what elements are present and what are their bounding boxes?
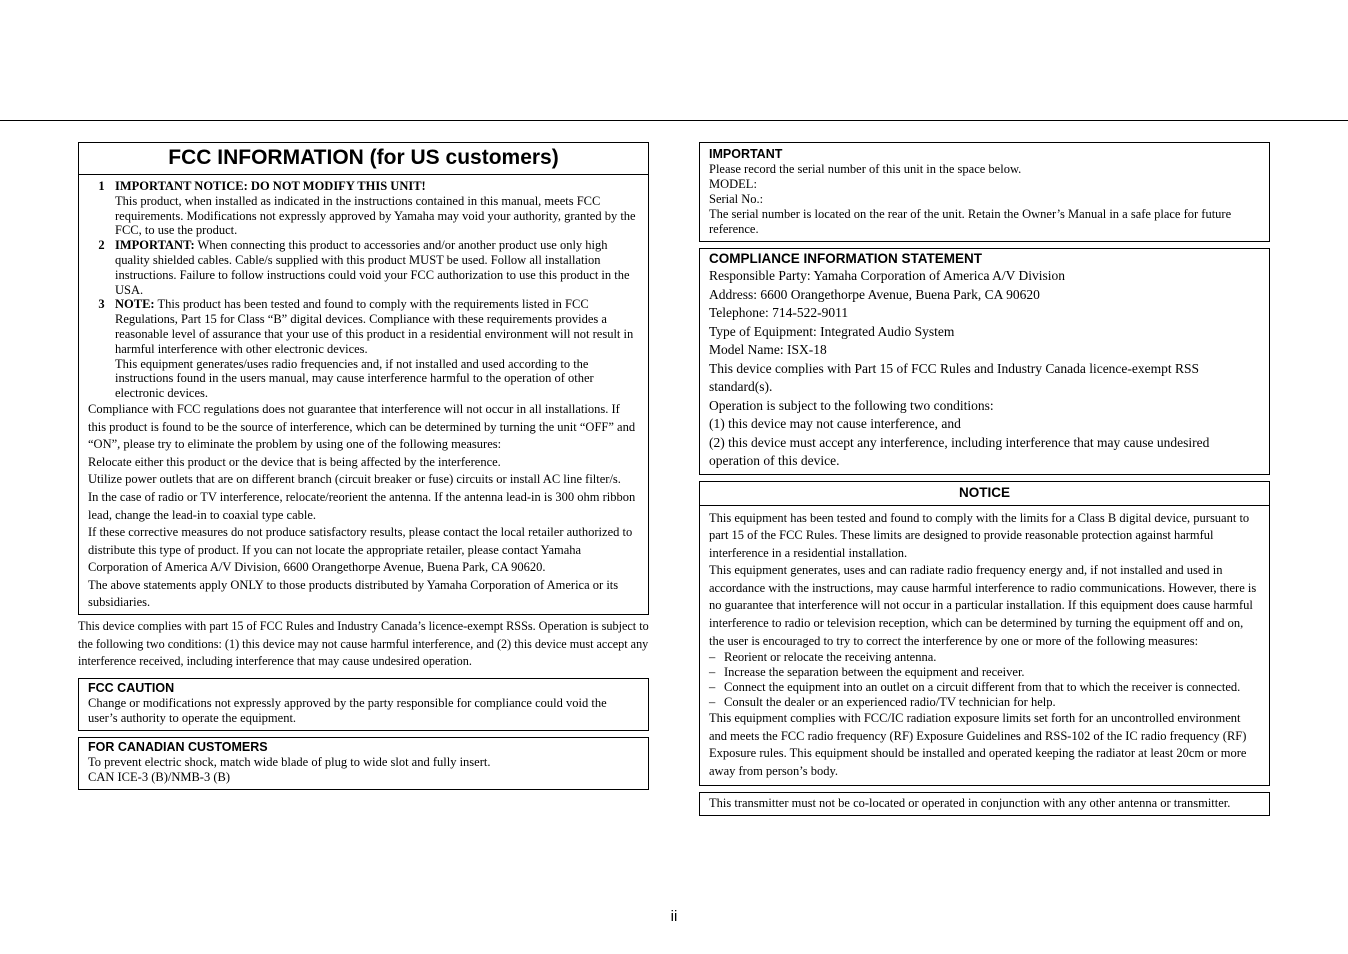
fcc-information-body bbox=[79, 175, 648, 614]
paragraph: Compliance with FCC regulations does not guarantee that interference will not occur in all installations. If this product is found to be the source of interference, which can be determined by turning the unit “OFF” and “ON”, please try to eliminate the problem by using one of the following measures: bbox=[88, 401, 636, 452]
fcc-numbered-list bbox=[88, 179, 638, 401]
important-heading: IMPORTANT bbox=[709, 147, 783, 161]
left-column bbox=[78, 142, 649, 790]
paragraph: Utilize power outlets that are on different branch (circuit breaker or fuse) circuits or install AC line filter/s. bbox=[88, 472, 621, 487]
list-item: – Increase the separation between the equipment and receiver. bbox=[709, 665, 1025, 680]
industry-canada-statement: This device complies with part 15 of FCC Rules and Industry Canada’s licence-exempt RSSs. Operation is subject to the following two conditions: (1) this device may not cause harmful interference, and (2) this device must accept any interference received, including interference that may cause undesired operation. bbox=[78, 619, 649, 669]
important-box bbox=[699, 142, 1270, 242]
canadian-customers-heading: FOR CANADIAN CUSTOMERS bbox=[88, 739, 268, 754]
model-label: MODEL: bbox=[709, 177, 757, 191]
serial-number-label: Serial No.: bbox=[709, 192, 764, 206]
fcc-caution-text: Change or modifications not expressly approved by the party responsible for compliance could void the user’s authority to operate the equipment. bbox=[88, 695, 607, 725]
page-number: ii bbox=[670, 908, 678, 925]
notice-paragraph: This equipment complies with FCC/IC radiation exposure limits set forth for an uncontrolled environment and meets the FCC radio frequency (RF) Exposure Guidelines and RSS-102 of the IC radio frequency (RF) Exposure rules. This equipment should be installed and operated keeping the radiator at least 20cm or more away from person’s body. bbox=[709, 711, 1247, 779]
canadian-customers-box bbox=[78, 737, 649, 790]
item-heading: NOTE: bbox=[115, 297, 155, 312]
right-column bbox=[699, 142, 1270, 816]
list-item bbox=[88, 179, 638, 238]
compliance-heading: COMPLIANCE INFORMATION STATEMENT bbox=[709, 251, 982, 266]
compliance-statement-box bbox=[699, 248, 1270, 475]
transmitter-box bbox=[699, 792, 1270, 816]
dash-icon: – bbox=[709, 665, 716, 680]
compliance-line: Model Name: ISX-18 bbox=[709, 342, 827, 357]
item-text: This product, when installed as indicated in the instructions contained in this manual, meets FCC requirements. Modifications not expressly approved by Yamaha may void your authority, granted by the FCC, to use the product. bbox=[115, 193, 636, 238]
compliance-line: Operation is subject to the following two conditions: bbox=[709, 397, 994, 413]
important-text: Please record the serial number of this unit in the space below. bbox=[709, 162, 1022, 176]
list-item bbox=[88, 297, 638, 401]
top-rule bbox=[0, 120, 1348, 121]
compliance-line: (2) this device must accept any interference, including interference that may cause undesired operation of this device. bbox=[709, 434, 1210, 468]
paragraph: The above statements apply ONLY to those products distributed by Yamaha Corporation of America or its subsidiaries. bbox=[88, 577, 619, 610]
compliance-line: Responsible Party: Yamaha Corporation of America A/V Division bbox=[709, 268, 1065, 283]
item-text: This product has been tested and found to comply with the requirements listed in FCC Regulations, Part 15 for Class “B” digital devices. Compliance with these requirements provides a reasonable level of assurance that your use of this product in a residential environment will not result in harmful interference with other electronic devices. bbox=[115, 297, 634, 356]
fcc-caution-box bbox=[78, 678, 649, 731]
notice-heading: NOTICE bbox=[700, 482, 1269, 506]
item-number: 3 bbox=[98, 297, 105, 312]
compliance-line: Address: 6600 Orangethorpe Avenue, Buena Park, CA 90620 bbox=[709, 286, 1040, 302]
compliance-line: Type of Equipment: Integrated Audio System bbox=[709, 323, 955, 339]
fcc-information-box bbox=[78, 142, 649, 615]
paragraph: Relocate either this product or the device that is being affected by the interference. bbox=[88, 454, 501, 469]
item-heading: IMPORTANT NOTICE: DO NOT MODIFY THIS UNIT! bbox=[115, 179, 426, 193]
compliance-line: This device complies with Part 15 of FCC Rules and Industry Canada licence-exempt RSS standard(s). bbox=[709, 360, 1200, 394]
paragraph: If these corrective measures do not produce satisfactory results, please contact the local retailer authorized to distribute this type of product. If you can not locate the appropriate retailer, please contact Yamaha Corporation of America A/V Division, 6600 Orangethorpe Avenue, Buena Park, CA 90620. bbox=[88, 525, 633, 575]
important-note: The serial number is located on the rear of the unit. Retain the Owner’s Manual in a safe place for future reference. bbox=[709, 207, 1232, 236]
notice-paragraph: This equipment generates, uses and can radiate radio frequency energy and, if not installed and used in accordance with the instructions, may cause harmful interference to radio communications. However, there is no guarantee that interference will not occur in a particular installation. If this equipment does cause harmful interference to radio or television reception, which can be determined by turning the equipment off and on, the user is encouraged to try to correct the interference by one or more of the following measures: bbox=[709, 563, 1257, 648]
dash-icon: – bbox=[709, 650, 716, 665]
dash-icon: – bbox=[709, 695, 716, 710]
notice-box bbox=[699, 481, 1270, 786]
compliance-line: Telephone: 714-522-9011 bbox=[709, 305, 849, 320]
fcc-caution-heading: FCC CAUTION bbox=[88, 680, 175, 695]
item-heading: IMPORTANT: bbox=[115, 238, 195, 253]
list-item: – Consult the dealer or an experienced radio/TV technician for help. bbox=[709, 695, 1056, 710]
compliance-line: (1) this device may not cause interference, and bbox=[709, 416, 961, 431]
canadian-standard-code: CAN ICE-3 (B)/NMB-3 (B) bbox=[88, 769, 231, 784]
canadian-customers-text: To prevent electric shock, match wide blade of plug to wide slot and fully insert. bbox=[88, 754, 491, 769]
paragraph: In the case of radio or TV interference, relocate/reorient the antenna. If the antenna lead-in is 300 ohm ribbon lead, change the lead-in to coaxial type cable. bbox=[88, 489, 636, 522]
dash-icon: – bbox=[709, 680, 716, 695]
notice-paragraph: This equipment has been tested and found to comply with the limits for a Class B digital device, pursuant to part 15 of the FCC Rules. These limits are designed to provide reasonable protection against harmful interference in a residential installation. bbox=[709, 510, 1250, 560]
transmitter-text: This transmitter must not be co-located or operated in conjunction with any other antenna or transmitter. bbox=[709, 795, 1231, 810]
item-text-continued: This equipment generates/uses radio frequencies and, if not installed and used according to the instructions found in the users manual, may cause interference harmful to the operation of other electronic devices. bbox=[115, 356, 594, 401]
item-text: When connecting this product to accessories and/or another product use only high quality shielded cables. Cable/s supplied with this product MUST be used. Follow all installation instructions. Failure to follow instructions could void your FCC authorization to use this product in the USA. bbox=[115, 238, 630, 297]
list-item bbox=[88, 238, 638, 297]
list-item: – Reorient or relocate the receiving antenna. bbox=[709, 650, 937, 665]
fcc-information-title: FCC INFORMATION (for US customers) bbox=[79, 143, 648, 175]
measures-list bbox=[709, 650, 1260, 710]
item-number: 2 bbox=[98, 238, 105, 253]
list-item: – Connect the equipment into an outlet on a circuit different from that to which the receiver is connected. bbox=[709, 680, 1241, 695]
notice-body bbox=[700, 506, 1269, 785]
item-number: 1 bbox=[98, 179, 105, 193]
